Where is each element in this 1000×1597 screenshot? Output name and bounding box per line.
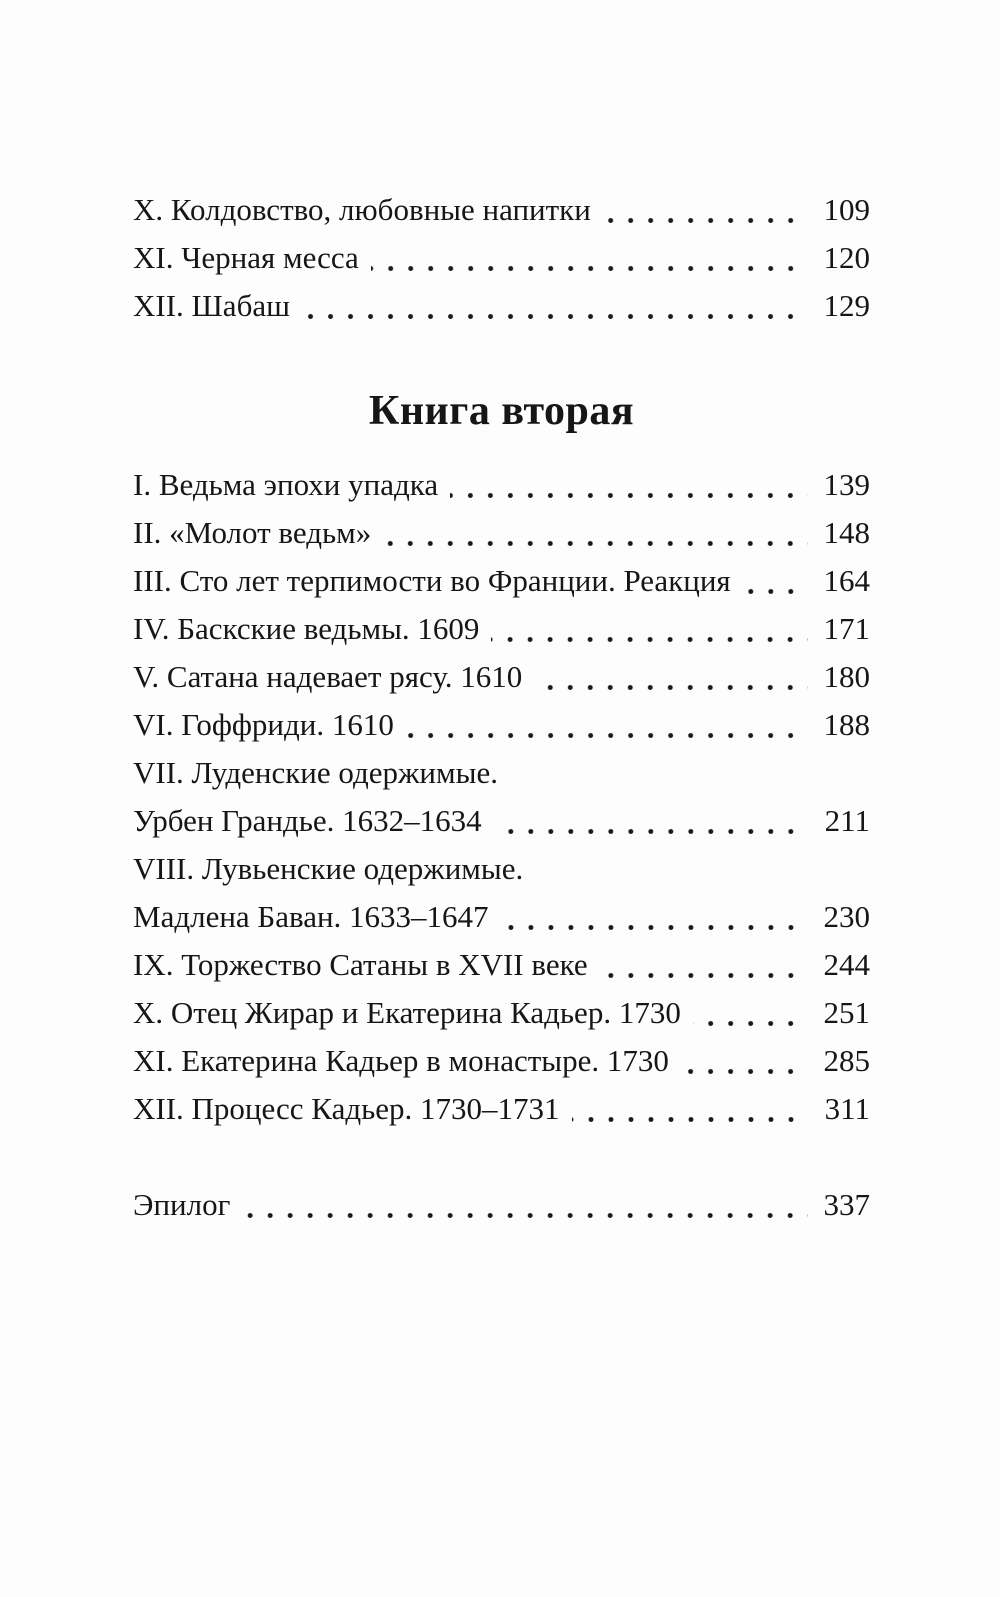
toc-entry [133, 282, 870, 330]
entry-label: XI. Екатерина Кадьер в монастыре. 1730 [133, 1043, 669, 1078]
entry-label: V. Сатана надевает рясу. 1610 [133, 659, 523, 694]
entry-page-number: 120 [823, 240, 870, 275]
dot-leader [302, 282, 808, 330]
dot-leader [491, 605, 808, 653]
dot-leader [572, 1085, 808, 1133]
entry-label: I. Ведьма эпохи упадка [133, 467, 439, 502]
toc-entry [133, 509, 870, 557]
toc-entry [133, 605, 870, 653]
entry-label: III. Сто лет терпимости во Франции. Реакция [133, 563, 731, 598]
entry-page-number: 171 [823, 611, 870, 646]
entry-page-number: 109 [823, 192, 870, 227]
entry-page-number: 285 [823, 1043, 870, 1078]
dot-leader [534, 653, 808, 701]
entry-label: XI. Черная месса [133, 240, 359, 275]
dot-leader [693, 989, 808, 1037]
entry-page-number: 337 [823, 1187, 870, 1222]
entry-page-number: 230 [823, 899, 870, 934]
entry-page-number: 311 [824, 1091, 870, 1126]
dot-leader [242, 1181, 808, 1229]
dot-leader [743, 557, 808, 605]
toc-entry-first-line [133, 845, 870, 893]
dot-leader [371, 234, 808, 282]
toc-entry [133, 557, 870, 605]
toc-entry [133, 653, 870, 701]
section-heading: Книга вторая [368, 388, 635, 434]
entry-label: II. «Молот ведьм» [133, 515, 372, 550]
dot-leader [383, 509, 808, 557]
toc-entry-epilogue [133, 1181, 870, 1229]
entry-page-number: 180 [823, 659, 870, 694]
toc-entry [133, 186, 870, 234]
entry-page-number: 148 [823, 515, 870, 550]
table-of-contents [133, 186, 870, 1229]
dot-leader [494, 797, 808, 845]
entry-label: IX. Торжество Сатаны в XVII веке [133, 947, 588, 982]
toc-entry [133, 234, 870, 282]
toc-entry [133, 1037, 870, 1085]
entry-page-number: 139 [823, 467, 870, 502]
entry-page-number: 129 [823, 288, 870, 323]
entry-page-number: 188 [823, 707, 870, 742]
toc-entry [133, 941, 870, 989]
toc-entry [133, 461, 870, 509]
entry-label: Эпилог [133, 1187, 231, 1222]
toc-entry-continuation [133, 893, 870, 941]
entry-page-number: 164 [823, 563, 870, 598]
entry-label: XII. Процесс Кадьер. 1730–1731 [133, 1091, 560, 1126]
entry-label: X. Колдовство, любовные напитки [133, 192, 591, 227]
entry-label: IV. Баскские ведьмы. 1609 [133, 611, 480, 646]
toc-entry-continuation [133, 797, 870, 845]
entry-page-number: 244 [823, 947, 870, 982]
entry-page-number: 211 [824, 803, 870, 838]
dot-leader [450, 461, 808, 509]
entry-label: VII. Луденские одержимые. [133, 755, 498, 790]
dot-leader [603, 186, 808, 234]
toc-entry [133, 989, 870, 1037]
dot-leader [406, 701, 808, 749]
dot-leader [681, 1037, 808, 1085]
toc-entry [133, 1085, 870, 1133]
entry-label: XII. Шабаш [133, 288, 290, 323]
dot-leader [501, 893, 808, 941]
dot-leader [600, 941, 808, 989]
entry-label: X. Отец Жирар и Екатерина Кадьер. 1730 [133, 995, 681, 1030]
toc-entry-first-line [133, 749, 870, 797]
entry-label: VI. Гоффриди. 1610 [133, 707, 394, 742]
toc-entry [133, 701, 870, 749]
entry-page-number: 251 [823, 995, 870, 1030]
entry-label: Мадлена Баван. 1633–1647 [133, 899, 489, 934]
entry-label: VIII. Лувьенские одержимые. [133, 851, 524, 886]
entry-label: Урбен Грандье. 1632–1634 [133, 803, 482, 838]
